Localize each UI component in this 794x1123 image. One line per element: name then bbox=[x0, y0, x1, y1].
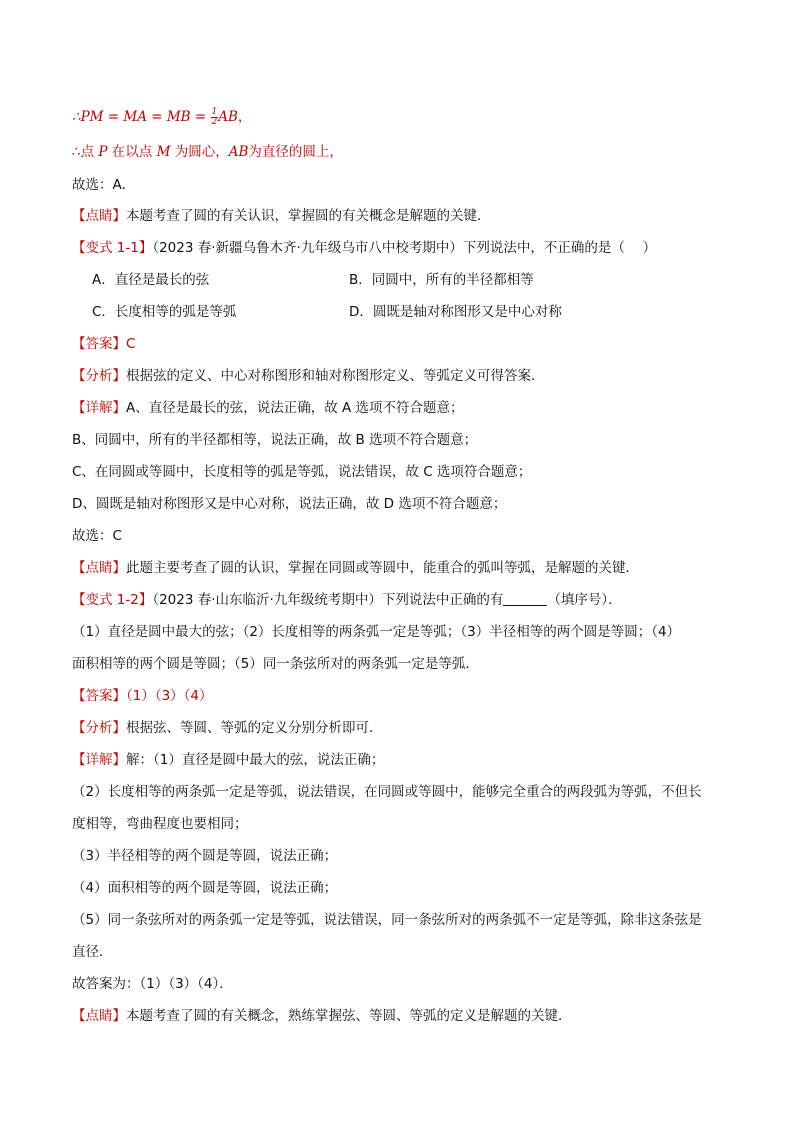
detail-text: B、同圆中，所有的半径都相等，说法正确，故 B 选项不符合题意； bbox=[72, 432, 478, 448]
answer-value: C bbox=[126, 336, 136, 352]
detail-text: 解：（1）直径是圆中最大的弦，说法正确； bbox=[126, 752, 385, 768]
answer-value: （1）（3）（4） bbox=[126, 688, 213, 704]
text-seg: 为圆心， bbox=[170, 144, 229, 160]
question-text: （2023 春·新疆乌鲁木齐·九年级乌市八中校考期中）下列说法中，不正确的是（ ） bbox=[152, 240, 657, 256]
answer-line bbox=[72, 686, 732, 706]
answer-tag: 答案 bbox=[85, 688, 113, 704]
text-seg: 为直径的圆上， bbox=[248, 144, 343, 160]
question-1-1 bbox=[72, 238, 732, 258]
bracket-open: 【 bbox=[72, 752, 86, 768]
fraction-denominator: 2 bbox=[211, 117, 218, 128]
detail-tag: 详解 bbox=[85, 400, 113, 416]
punct: ， bbox=[237, 109, 252, 125]
bracket-close: 】 bbox=[112, 560, 126, 576]
comment-text: 此题主要考查了圆的认识，掌握在同圆或等圆中，能重合的弧叫等弧，是解题的关键． bbox=[126, 560, 639, 576]
text-seg: ∴点 bbox=[72, 144, 99, 160]
bracket-close: 】 bbox=[112, 720, 126, 736]
comment-line bbox=[72, 558, 732, 578]
bracket-open: 【 bbox=[72, 240, 86, 256]
bracket-open: 【 bbox=[72, 560, 86, 576]
therefore-symbol: ∴ bbox=[72, 109, 81, 125]
choose-answer: 故选：C bbox=[72, 528, 122, 544]
analysis-line bbox=[72, 718, 732, 738]
equation-text: PM = MA = MB = bbox=[80, 109, 211, 125]
detail-text: 直径． bbox=[72, 944, 113, 960]
bracket-close: 】 bbox=[112, 752, 126, 768]
detail-text: D、圆既是轴对称图形又是中心对称，说法正确，故 D 选项不符合题意； bbox=[72, 496, 507, 512]
bracket-open: 【 bbox=[72, 400, 86, 416]
analysis-line bbox=[72, 366, 732, 386]
equation-line bbox=[72, 107, 732, 127]
bracket-open: 【 bbox=[72, 1008, 86, 1024]
question-tag: 变式 1-1 bbox=[85, 240, 139, 256]
detail-line bbox=[72, 750, 732, 770]
comment-line bbox=[72, 206, 732, 226]
bracket-open: 【 bbox=[72, 368, 86, 384]
detail-tag: 详解 bbox=[85, 752, 113, 768]
comment-text: 本题考查了圆的有关概念，熟练掌握弦、等圆、等弧的定义是解题的关键． bbox=[126, 1008, 572, 1024]
bracket-close: 】 bbox=[112, 208, 126, 224]
question-stem: 面积相等的两个圆是等圆；（5）同一条弦所对的两条弧一定是等弧． bbox=[72, 656, 479, 672]
conclusion-line bbox=[72, 142, 732, 162]
option-c: C．长度相等的弧是等弧 bbox=[92, 304, 237, 320]
bracket-open: 【 bbox=[72, 336, 86, 352]
comment-tag: 点睛 bbox=[85, 560, 113, 576]
bracket-close: 】 bbox=[112, 1008, 126, 1024]
bracket-close: 】 bbox=[112, 368, 126, 384]
answer-line bbox=[72, 334, 732, 354]
detail-text: 度相等，弯曲程度也要相同； bbox=[72, 816, 248, 832]
equation-text-end: AB bbox=[218, 109, 238, 125]
question-text: （2023 春·山东临沂·九年级统考期中）下列说法中正确的有 bbox=[152, 592, 504, 608]
comment-text: 本题考查了圆的有关认识，掌握圆的有关概念是解题的关键． bbox=[126, 208, 491, 224]
detail-text: （3）半径相等的两个圆是等圆，说法正确； bbox=[72, 848, 338, 864]
bracket-close: 】 bbox=[112, 688, 126, 704]
bracket-open: 【 bbox=[72, 592, 86, 608]
detail-text: C、在同圆或等圆中，长度相等的弧是等弧，说法错误，故 C 选项符合题意； bbox=[72, 464, 532, 480]
comment-tag: 点睛 bbox=[85, 1008, 113, 1024]
bracket-close: 】 bbox=[112, 400, 126, 416]
point-m: M bbox=[156, 144, 171, 160]
option-d: D．圆既是轴对称图形又是中心对称 bbox=[349, 304, 562, 320]
detail-text: A、直径是最长的弦，说法正确，故 A 选项不符合题意； bbox=[126, 400, 464, 416]
detail-text: （2）长度相等的两条弧一定是等弧，说法错误，在同圆或等圆中，能够完全重合的两段弧为等弧，不但长 bbox=[72, 784, 702, 800]
detail-text: （5）同一条弦所对的两条弧一定是等弧，说法错误，同一条弦所对的两条弧不一定是等弧，除非这条弦是 bbox=[72, 912, 702, 928]
analysis-text: 根据弦、等圆、等弧的定义分别分析即可． bbox=[126, 720, 383, 736]
detail-text: （4）面积相等的两个圆是等圆，说法正确； bbox=[72, 880, 338, 896]
bracket-close: 】 bbox=[138, 592, 153, 608]
bracket-close: 】 bbox=[138, 240, 153, 256]
bracket-open: 【 bbox=[72, 208, 86, 224]
bracket-open: 【 bbox=[72, 688, 86, 704]
final-answer: 故答案为：（1）（3）（4）． bbox=[72, 976, 233, 992]
bracket-open: 【 bbox=[72, 720, 86, 736]
fill-blank bbox=[503, 591, 547, 606]
comment-line bbox=[72, 1006, 732, 1026]
option-a: A．直径是最长的弦 bbox=[92, 272, 210, 288]
comment-tag: 点睛 bbox=[85, 208, 113, 224]
choose-answer: 故选：A． bbox=[72, 177, 136, 193]
question-stem: （1）直径是圆中最大的弦；（2）长度相等的两条弧一定是等弧；（3）半径相等的两个圆是等圆；（4） bbox=[72, 624, 681, 640]
text-seg: 在以点 bbox=[107, 144, 157, 160]
analysis-tag: 分析 bbox=[85, 368, 113, 384]
bracket-close: 】 bbox=[112, 336, 126, 352]
analysis-tag: 分析 bbox=[85, 720, 113, 736]
segment-ab: AB bbox=[228, 144, 249, 160]
answer-tag: 答案 bbox=[85, 336, 113, 352]
option-b: B．同圆中，所有的半径都相等 bbox=[349, 272, 534, 288]
analysis-text: 根据弦的定义、中心对称图形和轴对称图形定义、等弧定义可得答案． bbox=[126, 368, 545, 384]
question-text-end: （填序号）． bbox=[547, 592, 622, 608]
point-p: P bbox=[98, 144, 108, 160]
fraction-numerator: 1 bbox=[211, 107, 218, 118]
question-tag: 变式 1-2 bbox=[85, 592, 139, 608]
detail-line bbox=[72, 398, 732, 418]
question-1-2 bbox=[72, 590, 732, 610]
